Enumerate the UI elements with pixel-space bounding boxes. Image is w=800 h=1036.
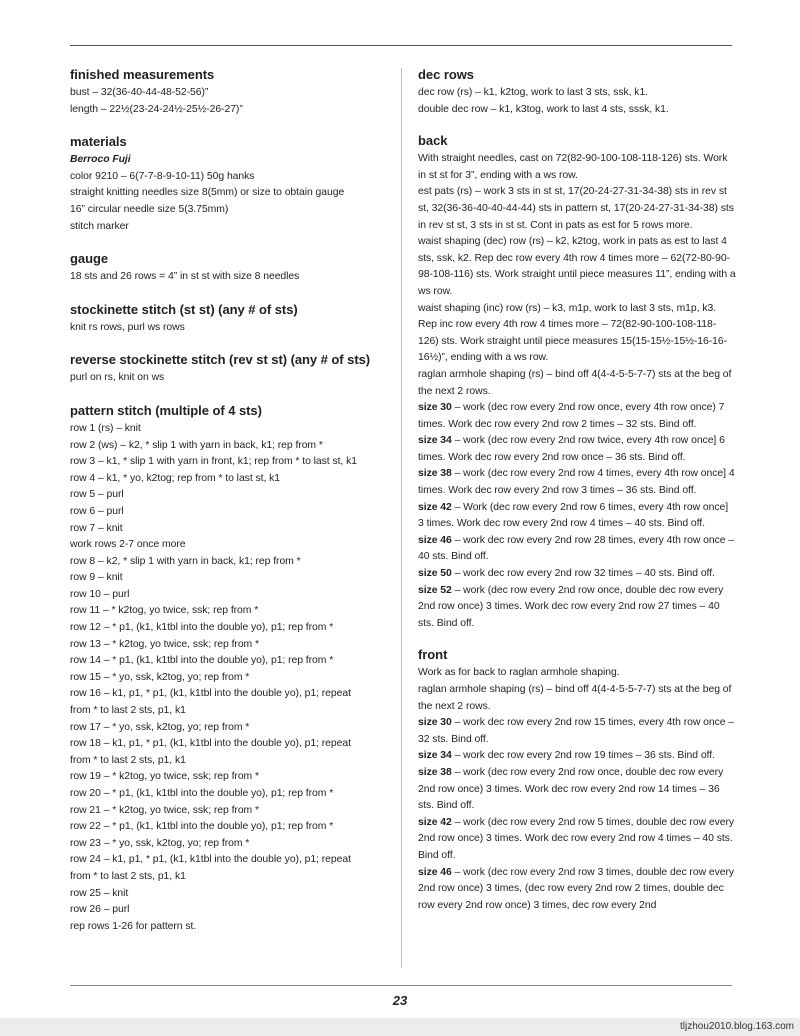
size-label: size 52	[418, 584, 452, 596]
pattern-row: row 25 – knit	[70, 887, 129, 899]
front-paragraph: Work as for back to raglan armhole shaping.	[418, 667, 620, 679]
size-text: – work (dec row every 2nd row once, double dec row every 2nd row once) 3 times. Work dec row every 2nd row 27 times – 40 sts. Bind off.	[418, 584, 724, 629]
size-label: size 34	[418, 750, 452, 762]
dec-rows-heading: dec rows	[418, 67, 474, 82]
pattern-row: row 10 – purl	[70, 588, 130, 600]
front-size-instruction	[418, 748, 736, 765]
size-label: size 38	[418, 468, 452, 480]
size-label: size 50	[418, 568, 452, 580]
size-text: – Work (dec row every 2nd row 6 times, every 4th row once] 3 times. Work dec row every 2nd row 4 times – 40 sts. Bind off.	[418, 501, 729, 530]
front-size-instruction	[418, 815, 736, 865]
pattern-row: row 16 – k1, p1, * p1, (k1, k1tbl into the double yo), p1; repeat	[70, 688, 351, 700]
gauge-heading: gauge	[70, 251, 109, 267]
bust-line: bust – 32(36-40-44-48-52-56)”	[70, 87, 209, 98]
pattern-row: row 26 – purl	[70, 904, 130, 916]
pattern-stitch-heading: pattern stitch (multiple of 4 sts)	[70, 402, 262, 418]
pattern-row: row 5 – purl	[70, 489, 124, 501]
size-label: size 30	[418, 402, 452, 414]
dec-row-line: dec row (rs) – k1, k2tog, work to last 3 sts, ssk, k1.	[418, 87, 649, 98]
materials-line: straight knitting needles size 8(5mm) or size to obtain gauge	[70, 187, 345, 199]
size-text: – work (dec row every 2nd row once, every 4th row once) 7 times. Work dec row every 2nd row 2 times – 32 sts. Bind off.	[418, 402, 725, 430]
front-size-instruction	[418, 765, 736, 815]
size-label: size 42	[418, 501, 452, 513]
front-heading: front	[418, 647, 448, 663]
front-section	[418, 646, 736, 914]
materials-section	[70, 133, 392, 235]
pattern-row: row 6 – purl	[70, 505, 124, 517]
reverse-stockinette-line: purl on rs, knit on ws	[70, 372, 165, 384]
size-text: – work dec row every 2nd row 32 times – 40 sts. Bind off.	[451, 568, 715, 580]
pattern-row: row 9 – knit	[70, 572, 123, 584]
dec-row-line: double dec row – k1, k3tog, work to last 4 sts, sssk, k1.	[418, 103, 669, 115]
pattern-row: row 2 (ws) – k2, * slip 1 with yarn in back, k1; rep from *	[70, 439, 323, 451]
gauge-section	[70, 250, 392, 286]
back-heading: back	[418, 133, 448, 149]
left-column	[70, 66, 392, 950]
pattern-stitch-section	[70, 402, 392, 935]
size-label: size 34	[418, 435, 452, 447]
size-text: – work (dec row every 2nd row once, double dec row every 2nd row once) 3 times. Work dec row every 2nd row 14 times – 36 sts. Bind off.	[418, 766, 724, 812]
pattern-row: rep rows 1-26 for pattern st.	[70, 920, 197, 932]
back-paragraph: est pats (rs) – work 3 sts in st st, 17(20-24-27-31-34-38) sts in rev st st, 32(36-36-40-40-44-44) sts in pattern st, 17(20-24-27-31-34-38) sts in rev st st, 3 sts in st st. Cont in pats as est for 5 rows more.	[418, 186, 734, 231]
page-number: 23	[392, 993, 408, 1008]
size-text: – work (dec row every 2nd row 5 times, double dec row every 2nd row once) 3 times. Work dec row every 2nd row 4 times – 40 sts. Bind off.	[418, 816, 735, 861]
materials-line: stitch marker	[70, 220, 129, 232]
finished-measurements-section	[70, 66, 392, 118]
size-label: size 30	[418, 717, 452, 729]
length-line: length – 22½(23-24-24½-25½-26-27)”	[70, 103, 243, 115]
back-size-instruction	[418, 533, 736, 566]
pattern-row: work rows 2-7 once more	[70, 539, 186, 551]
back-paragraph: waist shaping (inc) row (rs) – k3, m1p, work to last 3 sts, m1p, k3. Rep inc row every 4th row 4 times more – 72(82-90-100-108-118-126) sts. Work straight until piece measures 15(15-15½-15½-16-16-16½)”, ending with a ws row.	[418, 302, 728, 364]
right-column	[418, 66, 736, 928]
pattern-row: row 7 – knit	[70, 522, 123, 534]
back-size-instruction	[418, 433, 736, 466]
reverse-stockinette-section	[70, 351, 392, 387]
pattern-row: row 21 – * k2tog, yo twice, ssk; rep from *	[70, 804, 259, 816]
pattern-row: row 19 – * k2tog, yo twice, ssk; rep from *	[70, 771, 259, 783]
back-size-instruction	[418, 466, 736, 499]
size-text: – work dec row every 2nd row 19 times – 36 sts. Bind off.	[451, 750, 715, 762]
back-paragraph: With straight needles, cast on 72(82-90-100-108-118-126) sts. Work in st st for 3”, ending with a ws row.	[418, 153, 728, 181]
pattern-row: row 17 – * yo, ssk, k2tog, yo; rep from *	[70, 721, 250, 733]
pattern-row: row 12 – * p1, (k1, k1tbl into the double yo), p1; rep from *	[70, 622, 334, 634]
pattern-row: row 1 (rs) – knit	[70, 422, 141, 434]
back-paragraph: raglan armhole shaping (rs) – bind off 4(4-4-5-5-7-7) sts at the beg of the next 2 rows.	[418, 368, 732, 397]
pattern-row: row 18 – k1, p1, * p1, (k1, k1tbl into the double yo), p1; repeat	[70, 738, 351, 750]
size-text: – work (dec row every 2nd row 3 times, double dec row every 2nd row once) 3 times, (dec row every 2nd row 2 times, double dec row every 2nd row once) 3 times, dec row every 2nd	[418, 866, 735, 911]
back-section	[418, 132, 736, 632]
stockinette-heading: stockinette stitch (st st) (any # of sts)	[70, 301, 298, 317]
pattern-row: row 11 – * k2tog, yo twice, ssk; rep from *	[70, 605, 259, 617]
top-rule	[70, 45, 732, 46]
front-size-instruction	[418, 715, 736, 748]
pattern-row: from * to last 2 sts, p1, k1	[70, 870, 186, 882]
size-label: size 46	[418, 534, 452, 546]
size-label: size 46	[418, 866, 452, 878]
pattern-row: from * to last 2 sts, p1, k1	[70, 705, 186, 717]
watermark: tljzhou2010.blog.163.com	[680, 1021, 794, 1032]
front-size-instruction	[418, 865, 736, 915]
gauge-line: 18 sts and 26 rows = 4” in st st with size 8 needles	[70, 271, 300, 283]
finished-measurements-heading: finished measurements	[70, 67, 215, 82]
back-size-instruction	[418, 583, 736, 633]
size-label: size 38	[418, 766, 452, 778]
dec-rows-section	[418, 66, 736, 118]
column-divider	[401, 68, 402, 968]
back-size-instruction	[418, 400, 736, 433]
materials-heading: materials	[70, 134, 127, 150]
stockinette-section	[70, 301, 392, 337]
pattern-row: row 14 – * p1, (k1, k1tbl into the double yo), p1; rep from *	[70, 655, 334, 667]
pattern-row: row 15 – * yo, ssk, k2tog, yo; rep from *	[70, 671, 250, 683]
pattern-row: row 24 – k1, p1, * p1, (k1, k1tbl into the double yo), p1; repeat	[70, 854, 351, 866]
pattern-row: row 23 – * yo, ssk, k2tog, yo; rep from *	[70, 837, 250, 849]
pattern-row: row 4 – k1, * yo, k2tog; rep from * to last st, k1	[70, 472, 281, 484]
size-text: – work (dec row every 2nd row twice, every 4th row once] 6 times. Work dec row every 2nd row once – 36 sts. Bind off.	[418, 435, 725, 463]
bottom-rule	[70, 985, 732, 986]
back-size-instruction	[418, 566, 736, 583]
size-text: – work (dec row every 2nd row 4 times, every 4th row once] 4 times. Work dec row every 2nd row 3 times – 36 sts. Bind off.	[418, 468, 735, 497]
pattern-row: from * to last 2 sts, p1, k1	[70, 754, 186, 766]
back-size-instruction	[418, 500, 736, 533]
materials-line: 16” circular needle size 5(3.75mm)	[70, 203, 229, 215]
front-paragraph: raglan armhole shaping (rs) – bind off 4(4-4-5-5-7-7) sts at the beg of the next 2 rows.	[418, 684, 732, 712]
size-text: – work dec row every 2nd row 28 times, every 4th row once – 40 sts. Bind off.	[418, 534, 735, 563]
pattern-row: row 8 – k2, * slip 1 with yarn in back, k1; rep from *	[70, 555, 301, 567]
pattern-row: row 20 – * p1, (k1, k1tbl into the double yo), p1; rep from *	[70, 788, 334, 799]
stockinette-line: knit rs rows, purl ws rows	[70, 321, 185, 333]
pattern-row: row 13 – * k2tog, yo twice, ssk; rep from *	[70, 638, 259, 650]
yarn-name: Berroco Fuji	[70, 154, 131, 166]
pattern-row: row 3 – k1, * slip 1 with yarn in front, k1; rep from * to last st, k1	[70, 456, 357, 468]
size-text: – work dec row every 2nd row 15 times, every 4th row once – 32 sts. Bind off.	[418, 717, 735, 745]
pattern-row: row 22 – * p1, (k1, k1tbl into the double yo), p1; rep from *	[70, 821, 334, 833]
materials-line: color 9210 – 6(7-7-8-9-10-11) 50g hanks	[70, 170, 255, 182]
reverse-stockinette-heading: reverse stockinette stitch (rev st st) (any # of sts)	[70, 352, 371, 368]
size-label: size 42	[418, 816, 452, 828]
back-paragraph: waist shaping (dec) row (rs) – k2, k2tog, work in pats as est to last 4 sts, ssk, k2. Rep dec row every 4th row 4 times more – 62(72-80-90-98-108-116) sts. Work straight until piece measures 11”, ending with a ws row.	[418, 236, 736, 297]
